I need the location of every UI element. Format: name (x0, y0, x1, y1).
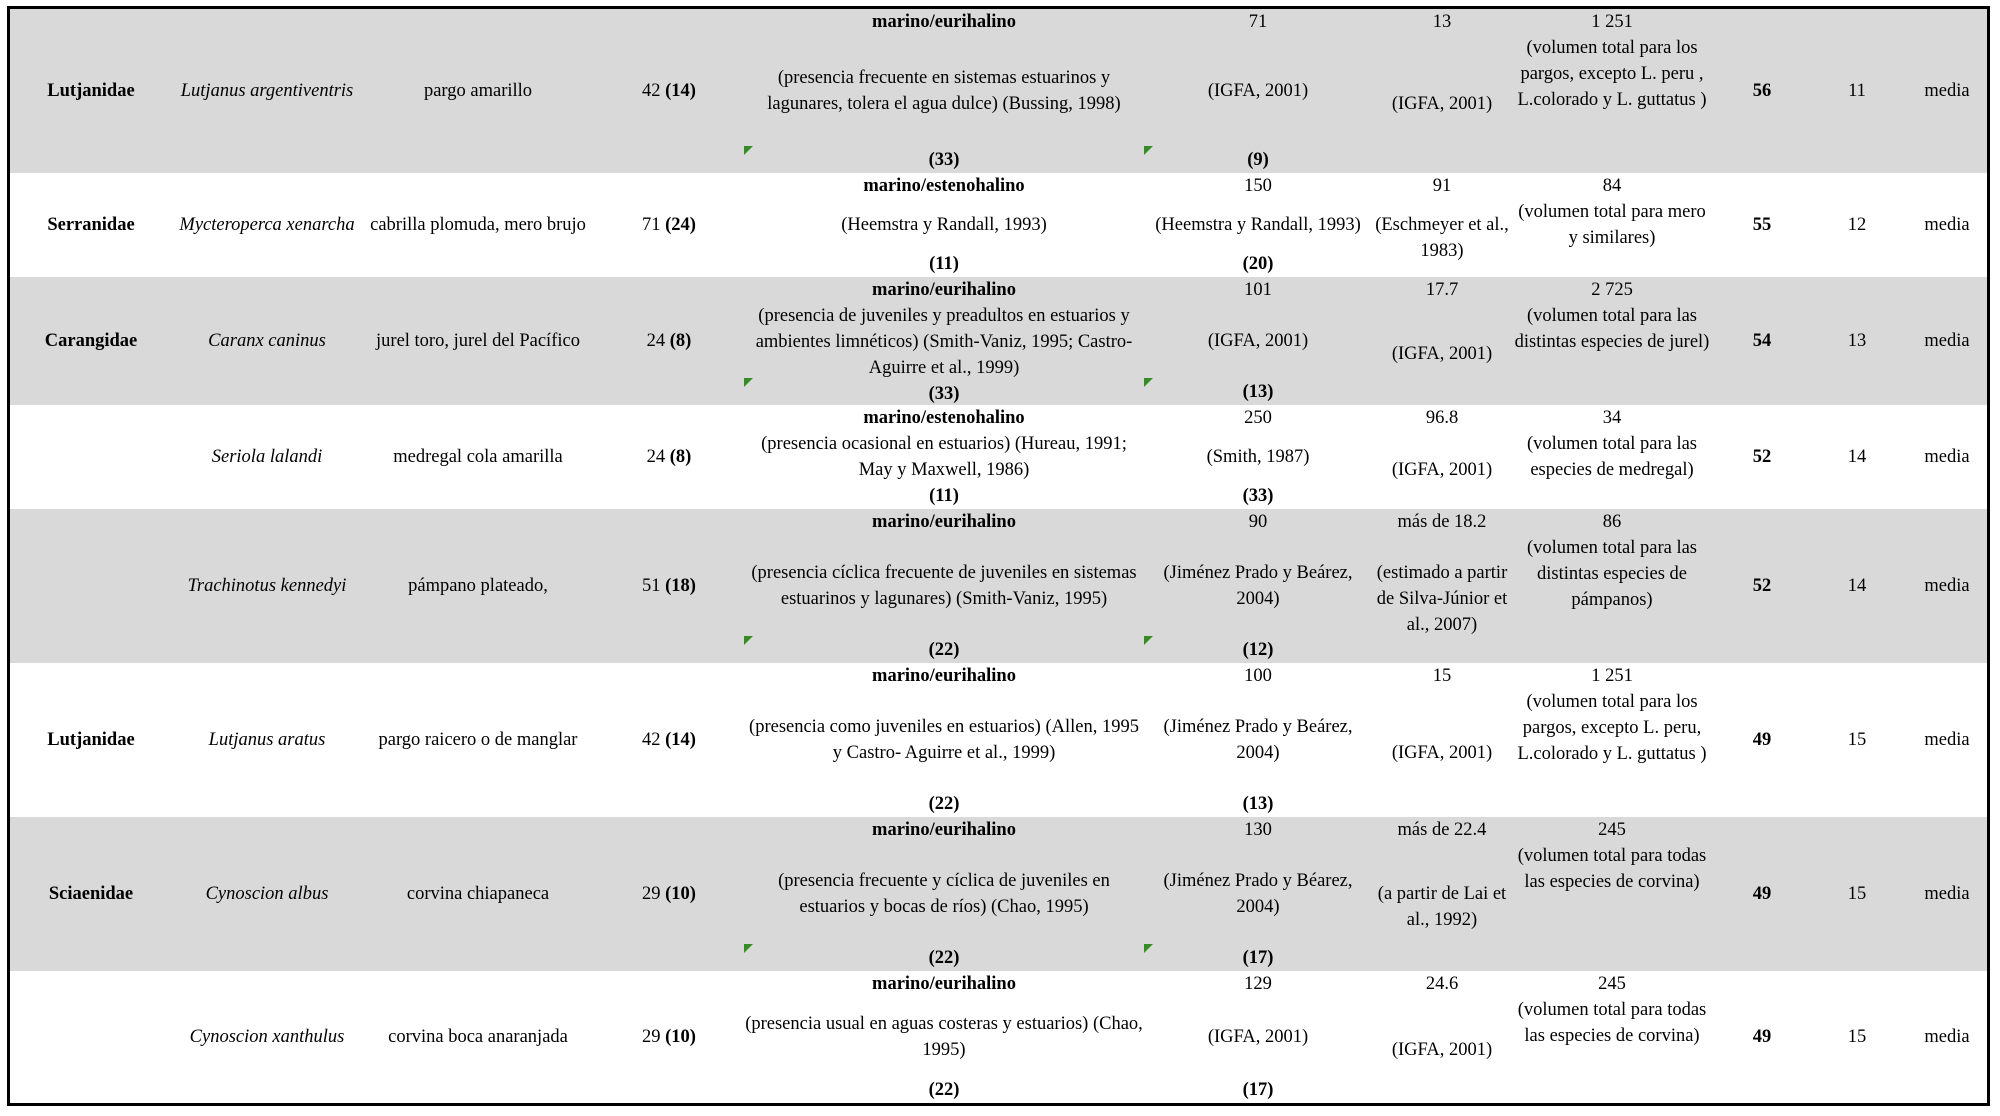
common-name-cell (362, 173, 594, 277)
length-cell (1144, 277, 1372, 405)
value-number: 29 (642, 1027, 661, 1047)
volume-note: (volumen total para los pargos, excepto L. peru, L.colorado y L. guttatus ) (1517, 692, 1707, 764)
length-cell (1144, 663, 1372, 817)
species-label: Caranx caninus (208, 331, 326, 351)
habitat-cell (744, 509, 1144, 663)
common-name-cell (362, 9, 594, 173)
table-row (10, 663, 1990, 817)
length-value: 90 (1248, 512, 1268, 532)
comment-marker-icon (744, 944, 753, 953)
total-score-cell (1712, 971, 1812, 1103)
rank-value: 11 (1848, 81, 1866, 101)
value-number: 42 (642, 730, 661, 750)
common-name-cell (362, 971, 594, 1103)
species-label: Lutjanus aratus (208, 730, 326, 750)
common-name: jurel toro, jurel del Pacífico (376, 331, 580, 351)
level-cell (1902, 277, 1990, 405)
family-cell (10, 277, 172, 405)
weight-cell (1372, 971, 1512, 1103)
length-source: (Jiménez Prado y Beárez, 2004) (1163, 717, 1353, 763)
habitat-score: (22) (928, 794, 960, 814)
habitat-description: (presencia ocasional en estuarios) (Hureau, 1991; May y Maxwell, 1986) (761, 434, 1127, 480)
species-cell (172, 9, 362, 173)
volume-note: (volumen total para las especies de medregal) (1526, 434, 1698, 480)
value-cell (594, 817, 744, 971)
value-score: (18) (665, 576, 696, 596)
value-score: (10) (665, 884, 696, 904)
rank-value: 15 (1847, 730, 1867, 750)
rank-cell (1812, 509, 1902, 663)
common-name-cell (362, 405, 594, 509)
value-number: 51 (642, 576, 661, 596)
length-source: (IGFA, 2001) (1207, 81, 1309, 101)
habitat-cell (744, 405, 1144, 509)
habitat-description: (presencia usual en aguas costeras y estuarios) (Chao, 1995) (745, 1014, 1143, 1060)
value-score: (24) (665, 215, 696, 235)
comment-marker-icon (1144, 378, 1153, 387)
species-cell (172, 817, 362, 971)
value-cell (594, 405, 744, 509)
value-number: 42 (642, 81, 661, 101)
family-label: Lutjanidae (47, 730, 135, 750)
common-name: corvina chiapaneca (406, 884, 550, 904)
total-score: 49 (1752, 730, 1772, 750)
family-cell (10, 405, 172, 509)
weight-value: más de 22.4 (1397, 820, 1487, 840)
species-cell (172, 509, 362, 663)
weight-source: (IGFA, 2001) (1391, 94, 1493, 114)
table-row (10, 277, 1990, 405)
comment-marker-icon (744, 146, 753, 155)
weight-value: 17.7 (1425, 280, 1459, 300)
habitat-title: marino/eurihalino (872, 820, 1016, 840)
volume-cell (1512, 817, 1712, 971)
value-cell (594, 509, 744, 663)
common-name-cell (362, 509, 594, 663)
table-frame (7, 6, 1990, 1106)
level-cell (1902, 9, 1990, 173)
weight-cell (1372, 405, 1512, 509)
family-label: Carangidae (44, 331, 138, 351)
level-value: media (1924, 331, 1970, 351)
total-score: 56 (1752, 81, 1772, 101)
habitat-score: (33) (928, 384, 960, 404)
length-cell (1144, 509, 1372, 663)
comment-marker-icon (744, 378, 753, 387)
value-number: 24 (646, 331, 666, 351)
length-source: (IGFA, 2001) (1207, 1027, 1309, 1047)
value-cell (594, 277, 744, 405)
total-score: 49 (1752, 1027, 1772, 1047)
weight-cell (1372, 277, 1512, 405)
habitat-cell (744, 277, 1144, 405)
total-score-cell (1712, 405, 1812, 509)
volume-note: (volumen total para las distintas especies de pámpanos) (1526, 538, 1698, 610)
weight-source: (a partir de Lai et al., 1992) (1377, 884, 1507, 930)
level-value: media (1924, 81, 1970, 101)
weight-value: 24.6 (1425, 974, 1459, 994)
species-label: Seriola lalandi (211, 447, 323, 467)
total-score: 52 (1752, 447, 1772, 467)
weight-value: 13 (1432, 12, 1452, 32)
table-row (10, 173, 1990, 277)
volume-value: 1 251 (1591, 666, 1633, 686)
length-cell (1144, 405, 1372, 509)
common-name-cell (362, 663, 594, 817)
habitat-description: (presencia frecuente en sistemas estuarinos y lagunares, tolera el agua dulce) (Bussing, 1998) (767, 68, 1121, 114)
length-score: (9) (1247, 150, 1269, 170)
value-score: (14) (665, 730, 696, 750)
volume-value: 34 (1602, 408, 1622, 428)
volume-cell (1512, 971, 1712, 1103)
value-score: (8) (669, 331, 692, 351)
length-value: 129 (1244, 974, 1272, 994)
family-label: Sciaenidae (48, 884, 134, 904)
volume-value: 1 251 (1591, 12, 1633, 32)
rank-value: 13 (1847, 331, 1867, 351)
length-score: (13) (1242, 794, 1274, 814)
volume-cell (1512, 509, 1712, 663)
level-value: media (1924, 1027, 1970, 1047)
volume-value: 245 (1598, 974, 1626, 994)
common-name-cell (362, 817, 594, 971)
length-value: 130 (1244, 820, 1272, 840)
length-score: (13) (1242, 382, 1274, 402)
value-cell (594, 971, 744, 1103)
length-cell (1144, 817, 1372, 971)
level-value: media (1924, 215, 1970, 235)
value-score: (8) (669, 447, 692, 467)
weight-cell (1372, 9, 1512, 173)
total-score: 52 (1752, 576, 1772, 596)
level-value: media (1924, 576, 1970, 596)
level-cell (1902, 971, 1990, 1103)
level-value: media (1924, 884, 1970, 904)
total-score: 55 (1752, 215, 1772, 235)
weight-value: 91 (1432, 176, 1452, 196)
rank-value: 15 (1847, 1027, 1867, 1047)
value-score: (10) (665, 1027, 696, 1047)
habitat-cell (744, 173, 1144, 277)
common-name: pargo amarillo (423, 81, 533, 101)
species-label: Trachinotus kennedyi (187, 576, 347, 596)
rank-cell (1812, 971, 1902, 1103)
species-cell (172, 405, 362, 509)
weight-cell (1372, 817, 1512, 971)
weight-source: (IGFA, 2001) (1391, 1040, 1493, 1060)
level-value: media (1924, 730, 1970, 750)
habitat-title: marino/eurihalino (872, 974, 1016, 994)
total-score: 49 (1752, 884, 1772, 904)
rank-cell (1812, 817, 1902, 971)
common-name: corvina boca anaranjada (388, 1027, 568, 1047)
species-cell (172, 277, 362, 405)
value-cell (594, 663, 744, 817)
family-cell (10, 817, 172, 971)
length-cell (1144, 971, 1372, 1103)
table-row (10, 509, 1990, 663)
weight-cell (1372, 509, 1512, 663)
value-number: 24 (646, 447, 666, 467)
length-source: (Heemstra y Randall, 1993) (1155, 215, 1361, 235)
value-number: 71 (642, 215, 661, 235)
habitat-cell (744, 817, 1144, 971)
rank-cell (1812, 9, 1902, 173)
common-name: pámpano plateado, (408, 576, 548, 596)
volume-value: 84 (1602, 176, 1622, 196)
common-name: pargo raicero o de manglar (378, 730, 578, 750)
length-source: (Jiménez Prado y Beárez, 2004) (1163, 563, 1353, 609)
family-cell (10, 971, 172, 1103)
species-label: Cynoscion albus (205, 884, 329, 904)
habitat-score: (11) (929, 254, 959, 274)
volume-cell (1512, 9, 1712, 173)
total-score-cell (1712, 173, 1812, 277)
level-cell (1902, 509, 1990, 663)
level-cell (1902, 405, 1990, 509)
value-cell (594, 173, 744, 277)
comment-marker-icon (744, 636, 753, 645)
total-score-cell (1712, 277, 1812, 405)
habitat-title: marino/eurihalino (872, 280, 1016, 300)
length-source: (IGFA, 2001) (1207, 331, 1309, 351)
habitat-cell (744, 663, 1144, 817)
comment-marker-icon (1144, 146, 1153, 155)
habitat-title: marino/eurihalino (872, 512, 1016, 532)
rank-cell (1812, 663, 1902, 817)
table-row (10, 9, 1990, 173)
habitat-score: (33) (928, 150, 960, 170)
volume-cell (1512, 405, 1712, 509)
length-value: 100 (1244, 666, 1272, 686)
common-name: medregal cola amarilla (393, 447, 563, 467)
length-value: 101 (1244, 280, 1272, 300)
weight-source: (IGFA, 2001) (1391, 460, 1493, 480)
habitat-description: (presencia frecuente y cíclica de juveniles en estuarios y bocas de ríos) (Chao, 1995) (778, 871, 1110, 917)
habitat-cell (744, 9, 1144, 173)
length-score: (12) (1242, 640, 1274, 660)
value-score: (14) (665, 81, 696, 101)
weight-value: 96.8 (1425, 408, 1459, 428)
habitat-score: (11) (929, 486, 959, 506)
habitat-title: marino/eurihalino (872, 666, 1016, 686)
family-label: Serranidae (47, 215, 135, 235)
habitat-description: (presencia como juveniles en estuarios) (Allen, 1995 y Castro- Aguirre et al., 1999) (749, 717, 1139, 763)
volume-value: 245 (1598, 820, 1626, 840)
length-cell (1144, 173, 1372, 277)
length-value: 71 (1248, 12, 1268, 32)
level-cell (1902, 663, 1990, 817)
volume-value: 2 725 (1591, 280, 1633, 300)
weight-source: (estimado a partir de Silva-Júnior et al., 2007) (1376, 563, 1508, 635)
total-score-cell (1712, 9, 1812, 173)
length-value: 150 (1244, 176, 1272, 196)
habitat-cell (744, 971, 1144, 1103)
habitat-score: (22) (928, 1080, 960, 1100)
length-source: (Smith, 1987) (1206, 447, 1310, 467)
rank-cell (1812, 173, 1902, 277)
weight-cell (1372, 173, 1512, 277)
species-cell (172, 663, 362, 817)
rank-value: 15 (1847, 884, 1867, 904)
length-score: (17) (1242, 948, 1274, 968)
weight-source: (Eschmeyer et al., 1983) (1375, 215, 1509, 261)
level-cell (1902, 173, 1990, 277)
volume-note: (volumen total para todas las especies de corvina) (1517, 846, 1707, 892)
habitat-title: marino/estenohalino (863, 176, 1025, 196)
total-score: 54 (1752, 331, 1772, 351)
length-cell (1144, 9, 1372, 173)
common-name-cell (362, 277, 594, 405)
volume-cell (1512, 663, 1712, 817)
habitat-score: (22) (928, 640, 960, 660)
habitat-score: (22) (928, 948, 960, 968)
total-score-cell (1712, 663, 1812, 817)
level-cell (1902, 817, 1990, 971)
species-table (10, 9, 1990, 1103)
family-cell (10, 663, 172, 817)
value-cell (594, 9, 744, 173)
level-value: media (1924, 447, 1970, 467)
species-label: Lutjanus argentiventris (180, 81, 354, 101)
table-body (10, 9, 1990, 1103)
volume-value: 86 (1602, 512, 1622, 532)
rank-cell (1812, 277, 1902, 405)
habitat-title: marino/estenohalino (863, 408, 1025, 428)
table-row (10, 817, 1990, 971)
weight-source: (IGFA, 2001) (1391, 743, 1493, 763)
volume-note: (volumen total para todas las especies de corvina) (1517, 1000, 1707, 1046)
comment-marker-icon (1144, 636, 1153, 645)
length-value: 250 (1244, 408, 1272, 428)
volume-cell (1512, 277, 1712, 405)
rank-cell (1812, 405, 1902, 509)
length-score: (33) (1242, 486, 1274, 506)
length-score: (17) (1242, 1080, 1274, 1100)
weight-cell (1372, 663, 1512, 817)
weight-value: más de 18.2 (1397, 512, 1487, 532)
species-cell (172, 971, 362, 1103)
species-cell (172, 173, 362, 277)
species-label: Cynoscion xanthulus (189, 1027, 345, 1047)
total-score-cell (1712, 509, 1812, 663)
species-label: Mycteroperca xenarcha (179, 215, 355, 235)
volume-note: (volumen total para los pargos, excepto L. peru , L.colorado y L. guttatus ) (1517, 38, 1707, 110)
rank-value: 12 (1847, 215, 1867, 235)
family-label: Lutjanidae (47, 81, 135, 101)
total-score-cell (1712, 817, 1812, 971)
volume-note: (volumen total para mero y similares) (1518, 202, 1706, 248)
habitat-title: marino/eurihalino (872, 12, 1016, 32)
rank-value: 14 (1847, 576, 1867, 596)
value-number: 29 (642, 884, 661, 904)
family-cell (10, 173, 172, 277)
weight-source: (IGFA, 2001) (1391, 344, 1493, 364)
habitat-description: (presencia de juveniles y preadultos en estuarios y ambientes limnéticos) (Smith-Vaniz, 1995; Castro-Aguirre et al., 1999) (755, 306, 1133, 378)
comment-marker-icon (1144, 944, 1153, 953)
family-cell (10, 9, 172, 173)
habitat-description: (presencia cíclica frecuente de juveniles en sistemas estuarinos y lagunares) (Smith-Vaniz, 1995) (751, 563, 1137, 609)
common-name: cabrilla plomuda, mero brujo (370, 215, 586, 235)
volume-note: (volumen total para las distintas especies de jurel) (1514, 306, 1710, 352)
volume-cell (1512, 173, 1712, 277)
length-score: (20) (1242, 254, 1274, 274)
table-row (10, 971, 1990, 1103)
habitat-description: (Heemstra y Randall, 1993) (841, 215, 1047, 235)
table-row (10, 405, 1990, 509)
family-cell (10, 509, 172, 663)
rank-value: 14 (1847, 447, 1867, 467)
weight-value: 15 (1432, 666, 1452, 686)
length-source: (Jiménez Prado y Béarez, 2004) (1163, 871, 1353, 917)
